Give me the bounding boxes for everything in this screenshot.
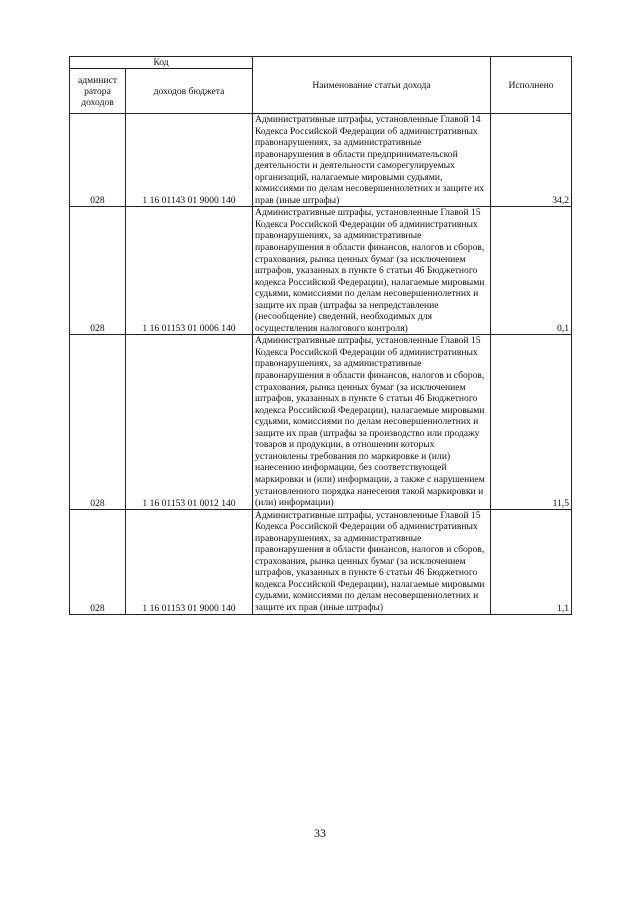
row-item-name: Административные штрафы, установленные Главой 15 Кодекса Российской Федерации об административных правонарушениях, за административные правонарушения в области финансов, налогов и сборов, страхования, рынка ценных бумаг (за исключением штрафов, указанных в пункте 6 статьи 46 Бюджетного кодекса Российской Федерации), налагаемые мировыми судьями, комиссиями по делам несовершеннолетних и защите их прав (штрафы за производство или продажу товаров и продукции, в отношении которых установлены требования по маркировке и (или) нанесению информации, без соответствующей маркировки и (или) информации, а также с нарушением установленного порядка нанесения такой маркировки и (или) информации) (253, 335, 491, 509)
row-executed-value: 11,5 (491, 335, 572, 509)
budget-income-table (69, 56, 572, 615)
row-income-code: 1 16 01153 01 0012 140 (126, 335, 253, 509)
header-administrator-line-1: админист (77, 74, 118, 86)
row-income-code: 1 16 01153 01 9000 140 (126, 509, 253, 614)
row-item-name: Административные штрафы, установленные Главой 14 Кодекса Российской Федерации об административных правонарушениях, за административные правонарушения в области предпринимательской деятельности и деятельности саморегулируемых организаций, налагаемые мировыми судьями, комиссиями по делам несовершеннолетних и защите их прав (иные штрафы) (253, 114, 491, 207)
row-item-name: Административные штрафы, установленные Главой 15 Кодекса Российской Федерации об административных правонарушениях, за административные правонарушения в области финансов, налогов и сборов, страхования, рынка ценных бумаг (за исключением штрафов, указанных в пункте 6 статьи 46 Бюджетного кодекса Российской Федерации), налагаемые мировыми судьями, комиссиями по делам несовершеннолетних и защите их прав (иные штрафы) (253, 509, 491, 614)
header-administrator-line-3: доходов (81, 96, 114, 108)
row-admin-code: 028 (70, 509, 126, 614)
header-administrator (70, 69, 126, 114)
row-admin-code: 028 (70, 335, 126, 509)
row-item-name: Административные штрафы, установленные Главой 15 Кодекса Российской Федерации об административных правонарушениях, за административные правонарушения в области финансов, налогов и сборов, страхования, рынка ценных бумаг (за исключением штрафов, указанных в пункте 6 статьи 46 Бюджетного кодекса Российской Федерации), налагаемые мировыми судьями, комиссиями по делам несовершеннолетних и защите их прав (штрафы за непредставление (несообщение) сведений, необходимых для осуществления налогового контроля) (253, 207, 491, 335)
table-row (70, 114, 572, 207)
table-row (70, 509, 572, 614)
row-income-code: 1 16 01143 01 9000 140 (126, 114, 253, 207)
header-executed: Исполнено (491, 57, 572, 114)
table-row (70, 207, 572, 335)
row-admin-code: 028 (70, 114, 126, 207)
row-executed-value: 0,1 (491, 207, 572, 335)
page-number: 33 (314, 826, 326, 840)
header-row-top (70, 57, 572, 69)
row-admin-code: 028 (70, 207, 126, 335)
header-code: Код (70, 57, 253, 69)
table-row (70, 335, 572, 509)
row-executed-value: 34,2 (491, 114, 572, 207)
row-executed-value: 1,1 (491, 509, 572, 614)
header-administrator-line-2: ратора (84, 85, 111, 97)
row-income-code: 1 16 01153 01 0006 140 (126, 207, 253, 335)
header-budget-income: доходов бюджета (126, 69, 253, 114)
header-item-name: Наименование статьи дохода (253, 57, 491, 114)
